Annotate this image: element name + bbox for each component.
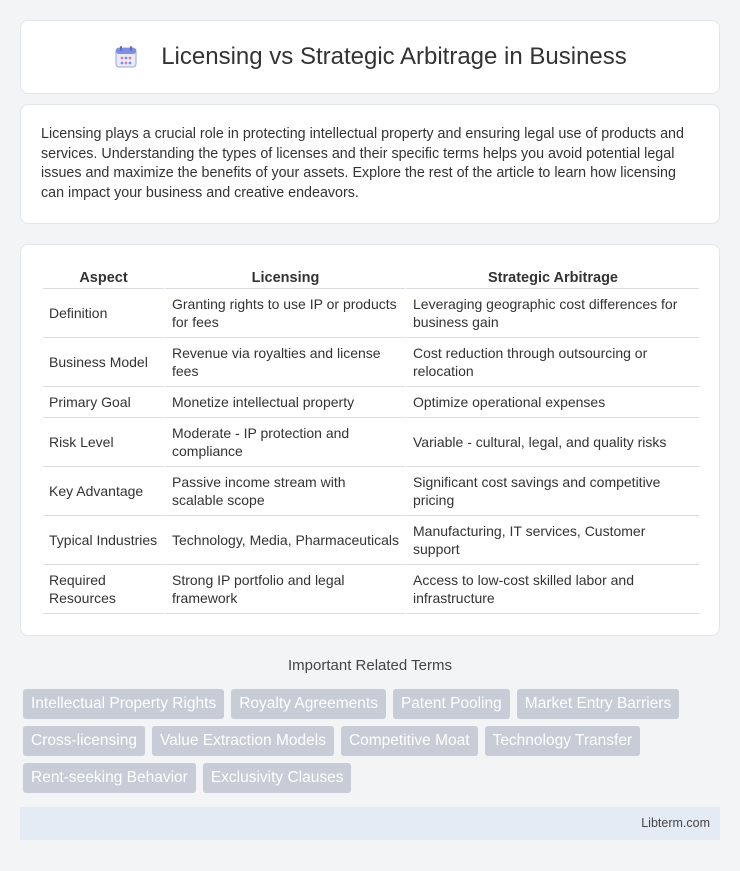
- column-header-licensing: Licensing: [164, 263, 405, 289]
- tag-royalty-agreements[interactable]: Royalty Agreements: [231, 689, 386, 719]
- table-cell: Definition: [43, 289, 164, 338]
- table-cell: Key Advantage: [43, 467, 164, 516]
- table-cell: Required Resources: [43, 565, 164, 614]
- table-row: [43, 467, 699, 516]
- tag-competitive-moat[interactable]: Competitive Moat: [341, 726, 478, 756]
- table-cell: Monetize intellectual property: [164, 387, 405, 418]
- intro-text: Licensing plays a crucial role in protecting intellectual property and ensuring legal use of products and services. Understanding the types of licenses and their specific terms helps you avoid potential legal issues and maximize the benefits of your assets. Explore the rest of the article to learn how licensing can impact your business and creative endeavors.: [41, 126, 684, 201]
- table-cell: Primary Goal: [43, 387, 164, 418]
- table-row: [43, 289, 699, 338]
- table-cell: Manufacturing, IT services, Customer support: [405, 516, 699, 565]
- table-cell: Granting rights to use IP or products for fees: [164, 289, 405, 338]
- table-cell: Technology, Media, Pharmaceuticals: [164, 516, 405, 565]
- tag-patent-pooling[interactable]: Patent Pooling: [393, 689, 510, 719]
- table-cell: Variable - cultural, legal, and quality risks: [405, 418, 699, 467]
- table-row: [43, 516, 699, 565]
- table-cell: Revenue via royalties and license fees: [164, 338, 405, 387]
- column-header-aspect: Aspect: [43, 263, 164, 289]
- table-cell: Typical Industries: [43, 516, 164, 565]
- comparison-table-card: [20, 244, 720, 636]
- table-row: [43, 338, 699, 387]
- page-title: Licensing vs Strategic Arbitrage in Business: [161, 43, 627, 70]
- table-cell: Moderate - IP protection and compliance: [164, 418, 405, 467]
- footer: [20, 807, 720, 840]
- intro-section: [20, 104, 720, 224]
- page-header: [20, 20, 720, 94]
- related-terms-tags: [23, 689, 723, 800]
- tag-market-entry-barriers[interactable]: Market Entry Barriers: [517, 689, 679, 719]
- tag-rent-seeking-behavior[interactable]: Rent-seeking Behavior: [23, 763, 196, 793]
- table-cell: Strong IP portfolio and legal framework: [164, 565, 405, 614]
- tag-technology-transfer[interactable]: Technology Transfer: [485, 726, 641, 756]
- tag-intellectual-property-rights[interactable]: Intellectual Property Rights: [23, 689, 224, 719]
- related-terms-title: Important Related Terms: [288, 657, 452, 674]
- comparison-table: [43, 263, 699, 614]
- table-cell: Significant cost savings and competitive pricing: [405, 467, 699, 516]
- table-cell: Business Model: [43, 338, 164, 387]
- column-header-strategic-arbitrage: Strategic Arbitrage: [405, 263, 699, 289]
- table-cell: Cost reduction through outsourcing or relocation: [405, 338, 699, 387]
- table-row: [43, 387, 699, 418]
- table-header-row: [43, 263, 699, 289]
- tag-cross-licensing[interactable]: Cross-licensing: [23, 726, 145, 756]
- table-cell: Access to low-cost skilled labor and infrastructure: [405, 565, 699, 614]
- table-row: [43, 565, 699, 614]
- table-cell: Passive income stream with scalable scope: [164, 467, 405, 516]
- calendar-icon: [113, 44, 139, 70]
- table-row: [43, 418, 699, 467]
- table-cell: Optimize operational expenses: [405, 387, 699, 418]
- footer-site-link[interactable]: Libterm.com: [641, 816, 710, 830]
- tag-exclusivity-clauses[interactable]: Exclusivity Clauses: [203, 763, 352, 793]
- tag-value-extraction-models[interactable]: Value Extraction Models: [152, 726, 334, 756]
- table-cell: Risk Level: [43, 418, 164, 467]
- table-cell: Leveraging geographic cost differences for business gain: [405, 289, 699, 338]
